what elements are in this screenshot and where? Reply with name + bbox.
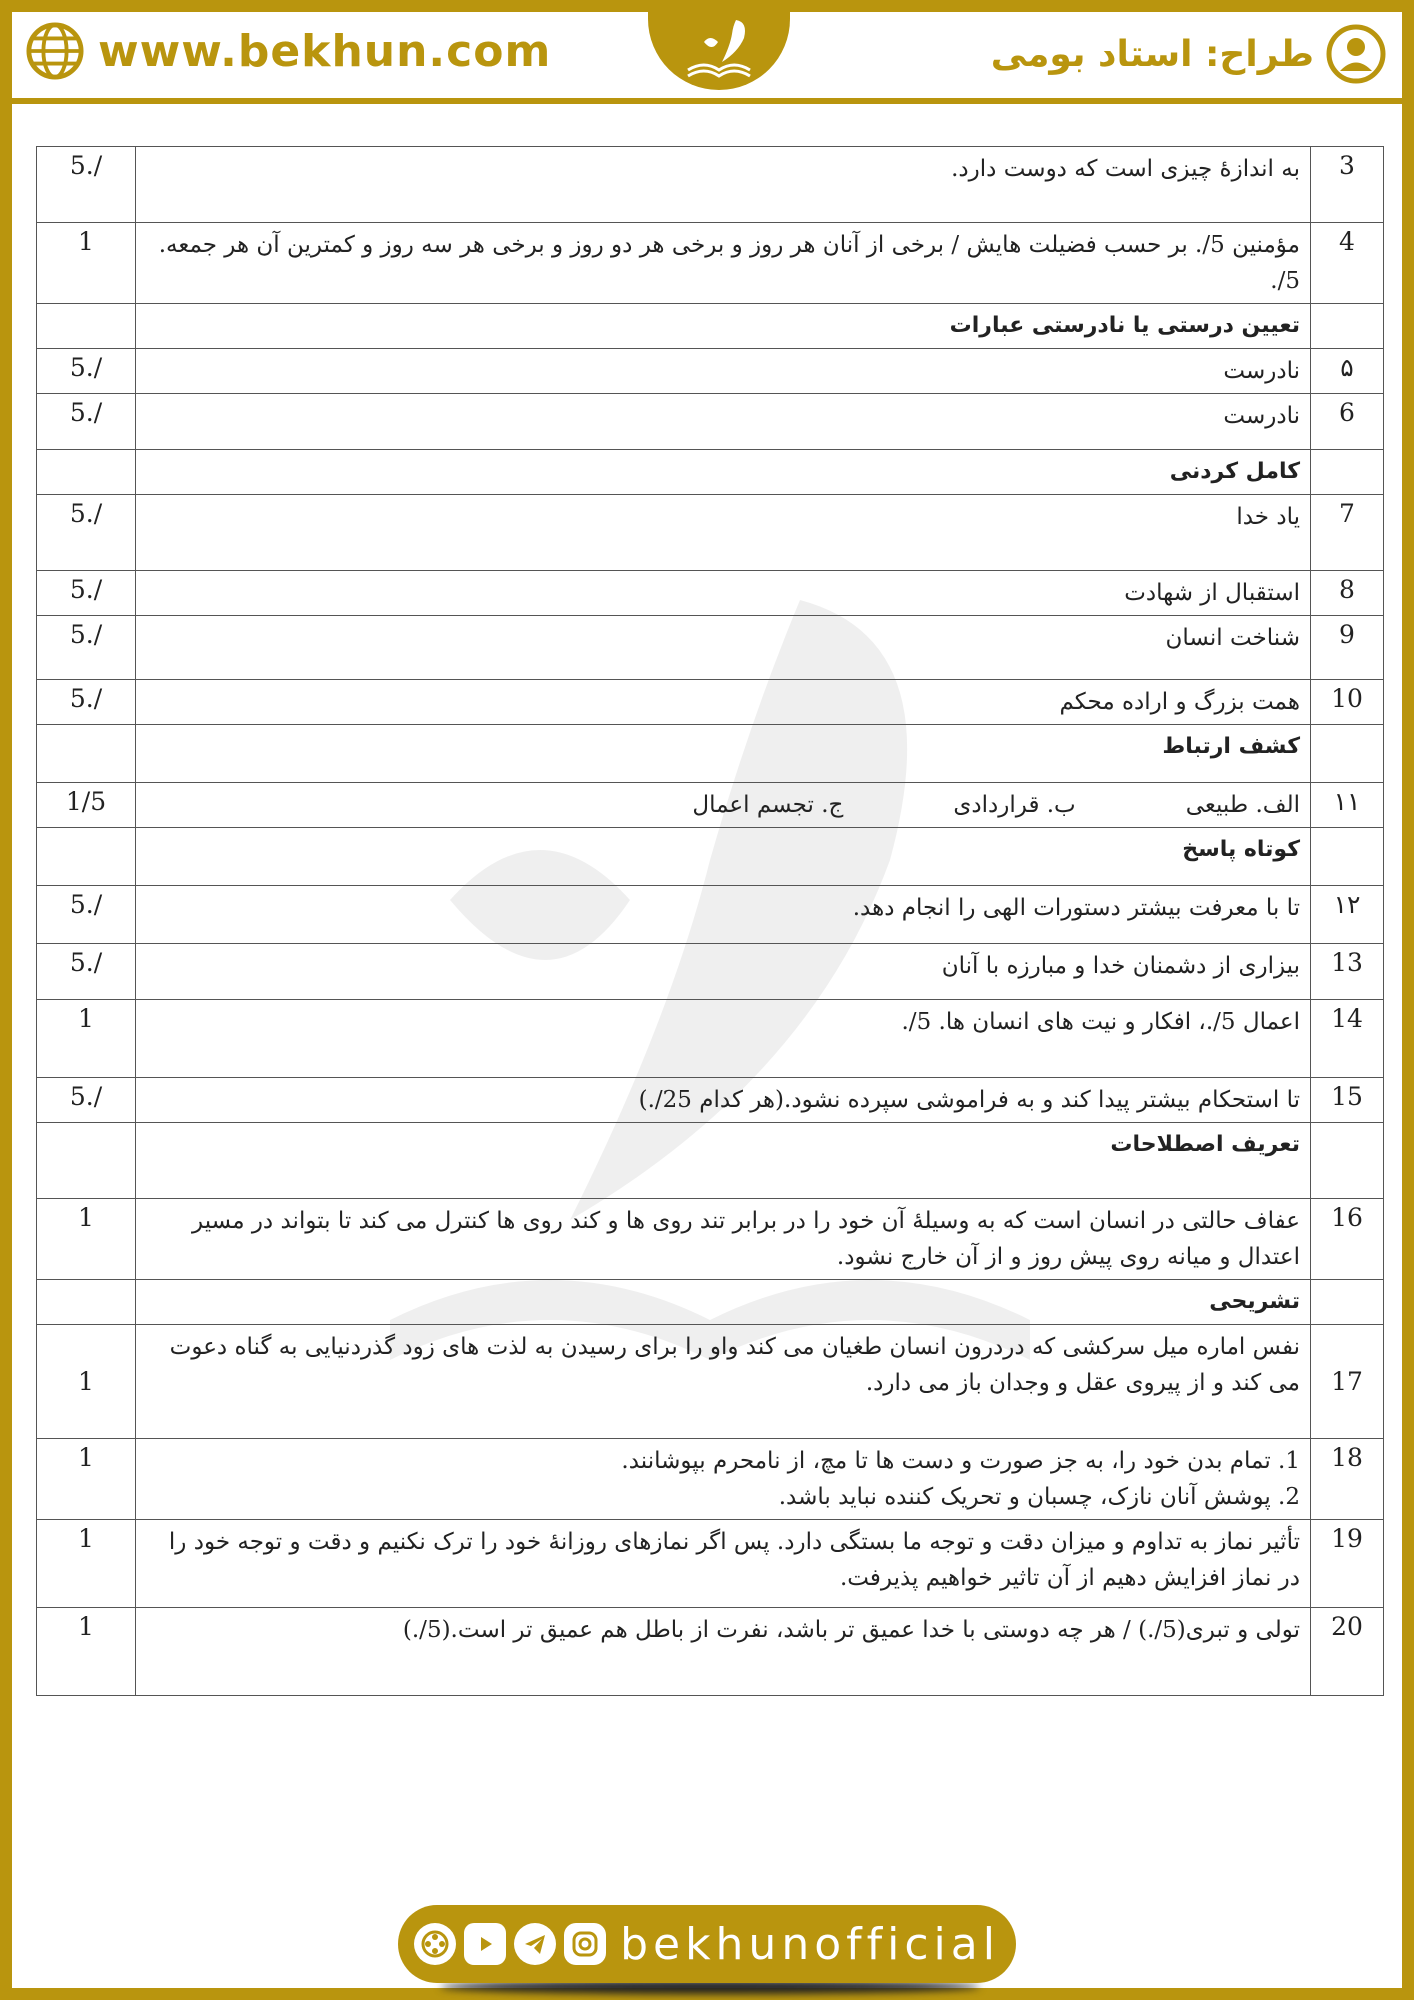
question-number: 18 xyxy=(1311,1439,1384,1520)
answer-text: نفس اماره میل سرکشی که دردرون انسان طغیان می کند واو را برای رسیدن به لذت های زود گذردنیایی به گناه دعوت می کند و از پیروی عقل و وجدان باز می دارد. xyxy=(136,1325,1311,1439)
youtube-icon[interactable] xyxy=(464,1923,506,1965)
score: 1 xyxy=(37,1325,136,1439)
social-icons xyxy=(414,1923,606,1965)
table-row xyxy=(37,1078,1384,1123)
score: /.5 xyxy=(37,616,136,680)
answer-text: تولی و تبری(5/.) / هر چه دوستی با خدا عمیق تر باشد، نفرت از باطل هم عمیق تر است.(5/.) xyxy=(136,1608,1311,1696)
telegram-icon[interactable] xyxy=(514,1923,556,1965)
table-row xyxy=(37,680,1384,725)
empty-cell xyxy=(37,725,136,783)
table-row xyxy=(37,349,1384,394)
score: /.5 xyxy=(37,886,136,944)
answer-text: عفاف حالتی در انسان است که به وسیلهٔ آن خود را در برابر تند روی ها و کند روی ها کنترل می کند تا بتواند در مسیر اعتدال و میانه روی پیش روز و از آن خارج نشود. xyxy=(136,1199,1311,1280)
empty-cell xyxy=(1311,828,1384,886)
section-title: کامل کردنی xyxy=(136,450,1311,495)
table-row xyxy=(37,394,1384,450)
question-number: ۱۱ xyxy=(1311,783,1384,828)
empty-cell xyxy=(1311,450,1384,495)
score: 1 xyxy=(37,223,136,304)
answer-text: همت بزرگ و اراده محکم xyxy=(136,680,1311,725)
book-quill-icon xyxy=(648,12,790,90)
question-number: 10 xyxy=(1311,680,1384,725)
score: /.5 xyxy=(37,944,136,1000)
option-c: ج. تجسم اعمال xyxy=(692,792,844,818)
empty-cell xyxy=(37,1123,136,1199)
score: 1 xyxy=(37,1439,136,1520)
question-number: 6 xyxy=(1311,394,1384,450)
score: /.5 xyxy=(37,571,136,616)
answer-table xyxy=(36,146,1384,1696)
section-title: تعیین درستی یا نادرستی عبارات xyxy=(136,304,1311,349)
question-number: 20 xyxy=(1311,1608,1384,1696)
table-row xyxy=(37,223,1384,304)
question-number: 9 xyxy=(1311,616,1384,680)
user-icon xyxy=(1326,24,1386,84)
question-number: 3 xyxy=(1311,147,1384,223)
answer-lines xyxy=(136,1439,1311,1520)
answer-line: 1. تمام بدن خود را، به جز صورت و دست ها تا مچ، از نامحرم بپوشانند. xyxy=(621,1448,1300,1474)
table-row xyxy=(37,1608,1384,1696)
question-number: 4 xyxy=(1311,223,1384,304)
section-title: کوتاه پاسخ xyxy=(136,828,1311,886)
table-row xyxy=(37,1520,1384,1608)
score: 1 xyxy=(37,1608,136,1696)
section-title: تشریحی xyxy=(136,1280,1311,1325)
empty-cell xyxy=(37,828,136,886)
section-title: تعریف اصطلاحات xyxy=(136,1123,1311,1199)
globe-icon xyxy=(26,22,84,80)
section-row xyxy=(37,304,1384,349)
answer-text: استقبال از شهادت xyxy=(136,571,1311,616)
empty-cell xyxy=(1311,304,1384,349)
question-number: 13 xyxy=(1311,944,1384,1000)
brand-logo xyxy=(648,12,790,90)
question-number: 8 xyxy=(1311,571,1384,616)
table-row xyxy=(37,1000,1384,1078)
option-a: الف. طبیعی xyxy=(1185,792,1300,818)
section-row xyxy=(37,725,1384,783)
answer-text: اعمال 5/.، افکار و نیت های انسان ها. 5/. xyxy=(136,1000,1311,1078)
empty-cell xyxy=(37,1280,136,1325)
table-row xyxy=(37,886,1384,944)
film-reel-icon[interactable] xyxy=(414,1923,456,1965)
section-title: کشف ارتباط xyxy=(136,725,1311,783)
table-row xyxy=(37,571,1384,616)
answer-text: نادرست xyxy=(136,349,1311,394)
answer-text: به اندازهٔ چیزی است که دوست دارد. xyxy=(136,147,1311,223)
score: /.5 xyxy=(37,495,136,571)
score: /.5 xyxy=(37,349,136,394)
answer-text: نادرست xyxy=(136,394,1311,450)
score: 1 xyxy=(37,1520,136,1608)
question-number: ۵ xyxy=(1311,349,1384,394)
answer-options xyxy=(136,783,1311,828)
answer-text: شناخت انسان xyxy=(136,616,1311,680)
section-row xyxy=(37,450,1384,495)
answer-line: 2. پوشش آنان نازک، چسبان و تحریک کننده نباید باشد. xyxy=(778,1484,1300,1510)
section-row xyxy=(37,828,1384,886)
score: /.5 xyxy=(37,1078,136,1123)
designer-block xyxy=(991,24,1386,84)
empty-cell xyxy=(1311,725,1384,783)
score: /.5 xyxy=(37,394,136,450)
answer-text: تا استحکام بیشتر پیدا کند و به فراموشی سپرده نشود.(هر کدام 25/.) xyxy=(136,1078,1311,1123)
section-row xyxy=(37,1280,1384,1325)
social-handle[interactable]: bekhunofficial xyxy=(620,1918,1000,1970)
section-row xyxy=(37,1123,1384,1199)
answer-text: بیزاری از دشمنان خدا و مبارزه با آنان xyxy=(136,944,1311,1000)
option-b: ب. قراردادی xyxy=(953,792,1076,818)
answer-text: تا با معرفت بیشتر دستورات الهی را انجام دهد. xyxy=(136,886,1311,944)
empty-cell xyxy=(1311,1280,1384,1325)
question-number: 15 xyxy=(1311,1078,1384,1123)
instagram-icon[interactable] xyxy=(564,1923,606,1965)
question-number: 14 xyxy=(1311,1000,1384,1078)
website-block[interactable] xyxy=(26,22,551,80)
answer-text: مؤمنین 5/. بر حسب فضیلت هایش / برخی از آنان هر روز و برخی هر دو روز و برخی هر سه روز و کمترین آن هر جمعه. 5/. xyxy=(136,223,1311,304)
question-number: 19 xyxy=(1311,1520,1384,1608)
empty-cell xyxy=(1311,1123,1384,1199)
table-row xyxy=(37,1439,1384,1520)
question-number: 17 xyxy=(1311,1325,1384,1439)
score: 1/5 xyxy=(37,783,136,828)
answer-text: تأثیر نماز به تداوم و میزان دقت و توجه ما بستگی دارد. پس اگر نمازهای روزانهٔ خود را ترک نکنیم و دقت و توجه خود را در نماز افزایش دهیم از آن تاثیر خواهیم پذیرفت. xyxy=(136,1520,1311,1608)
question-number: ۱۲ xyxy=(1311,886,1384,944)
score: 1 xyxy=(37,1000,136,1078)
table-row xyxy=(37,1325,1384,1439)
question-number: 7 xyxy=(1311,495,1384,571)
table-row xyxy=(37,495,1384,571)
website-url[interactable]: www.bekhun.com xyxy=(98,25,552,77)
table-row xyxy=(37,147,1384,223)
score: /.5 xyxy=(37,147,136,223)
empty-cell xyxy=(37,304,136,349)
table-row xyxy=(37,1199,1384,1280)
score: /.5 xyxy=(37,680,136,725)
empty-cell xyxy=(37,450,136,495)
footer-bar xyxy=(398,1905,1016,1983)
designer-name: طراح: استاد بومی xyxy=(990,33,1314,75)
table-row xyxy=(37,616,1384,680)
question-number: 16 xyxy=(1311,1199,1384,1280)
header xyxy=(12,12,1402,104)
table-row xyxy=(37,944,1384,1000)
answer-text: یاد خدا xyxy=(136,495,1311,571)
table-row xyxy=(37,783,1384,828)
score: 1 xyxy=(37,1199,136,1280)
